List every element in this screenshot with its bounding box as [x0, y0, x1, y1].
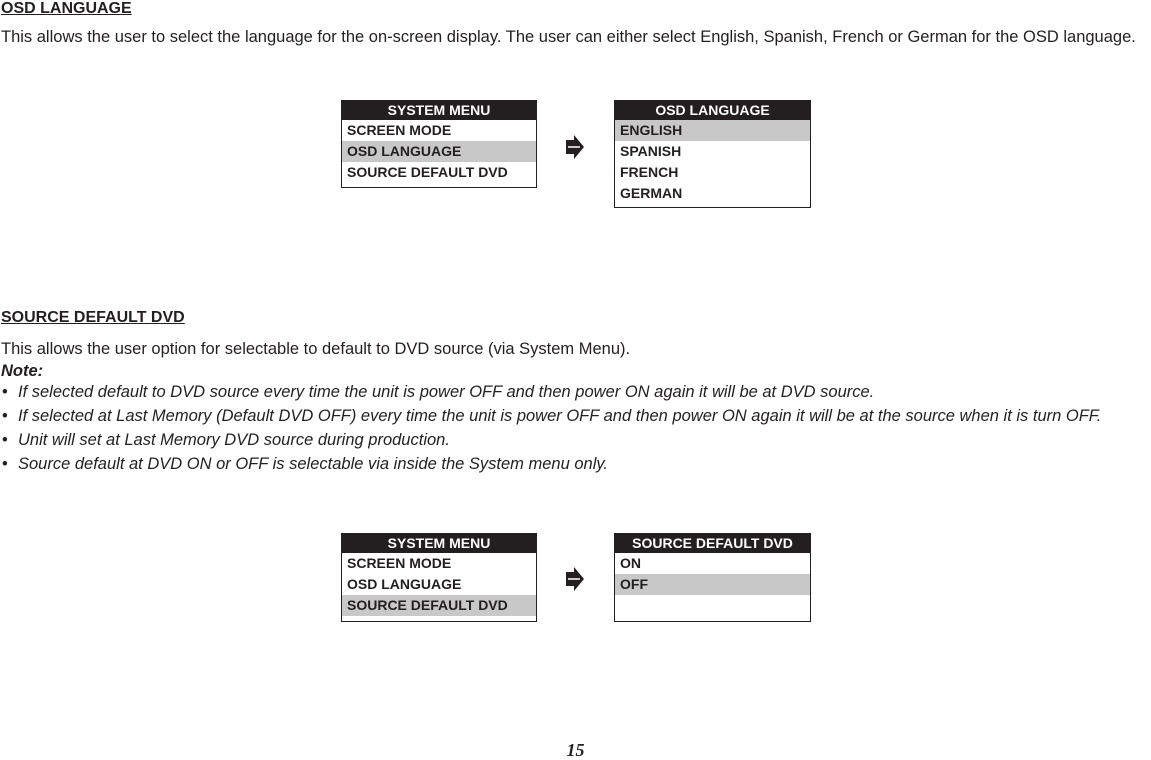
menu-item-on[interactable]: ON: [620, 555, 641, 571]
source-system-menu-title: SYSTEM MENU: [342, 534, 536, 553]
menu-item-source-default-dvd[interactable]: SOURCE DEFAULT DVD: [347, 164, 508, 180]
source-default-dvd-heading: SOURCE DEFAULT DVD: [1, 309, 185, 326]
osd-language-submenu-title: OSD LANGUAGE: [615, 101, 810, 120]
note-list: [1, 380, 1151, 476]
menu-item-english[interactable]: ENGLISH: [615, 120, 810, 141]
note-item: [1, 380, 1151, 404]
source-default-dvd-description: This allows the user option for selectable to default to DVD source (via System Menu).: [1, 340, 631, 358]
menu-item-german[interactable]: GERMAN: [620, 185, 683, 201]
note-item: [1, 452, 1151, 476]
note-text: Source default at DVD ON or OFF is selectable via inside the System menu only.: [18, 455, 608, 473]
osd-language-heading: OSD LANGUAGE: [1, 0, 132, 17]
menu-item-source-default-dvd[interactable]: SOURCE DEFAULT DVD: [342, 595, 536, 616]
menu-item-osd-language[interactable]: OSD LANGUAGE: [342, 141, 536, 162]
osd-language-description: This allows the user to select the language for the on-screen display. The user can either select English, Spanish, French or German for the OSD language.: [1, 28, 1136, 46]
source-system-menu: [341, 533, 537, 622]
bullet-icon: •: [2, 407, 8, 425]
menu-item-screen-mode[interactable]: SCREEN MODE: [347, 555, 452, 571]
menu-item-screen-mode[interactable]: SCREEN MODE: [347, 122, 452, 138]
note-title: Note:: [1, 362, 44, 380]
note-text: If selected at Last Memory (Default DVD OFF) every time the unit is power OFF and then power ON again it will be at the source when it is turn OFF.: [18, 407, 1102, 425]
osd-language-submenu: [614, 100, 811, 208]
source-default-dvd-submenu-title: SOURCE DEFAULT DVD: [615, 534, 810, 553]
note-item: [1, 404, 1151, 428]
osd-system-menu-title: SYSTEM MENU: [342, 101, 536, 120]
right-arrow-icon: [566, 135, 584, 159]
menu-item-osd-language[interactable]: OSD LANGUAGE: [347, 576, 462, 592]
note-item: [1, 428, 1151, 452]
source-default-dvd-submenu: [614, 533, 811, 622]
osd-system-menu: [341, 100, 537, 188]
menu-item-spanish[interactable]: SPANISH: [620, 143, 682, 159]
bullet-icon: •: [2, 455, 8, 473]
note-text: Unit will set at Last Memory DVD source during production.: [18, 431, 450, 449]
bullet-icon: •: [2, 431, 8, 449]
page-number: 15: [566, 740, 585, 760]
note-text: If selected default to DVD source every time the unit is power OFF and then power ON again it will be at DVD source.: [18, 383, 875, 401]
right-arrow-icon: [566, 567, 584, 591]
bullet-icon: •: [2, 383, 8, 401]
menu-item-french[interactable]: FRENCH: [620, 164, 679, 180]
menu-item-off[interactable]: OFF: [615, 574, 810, 595]
